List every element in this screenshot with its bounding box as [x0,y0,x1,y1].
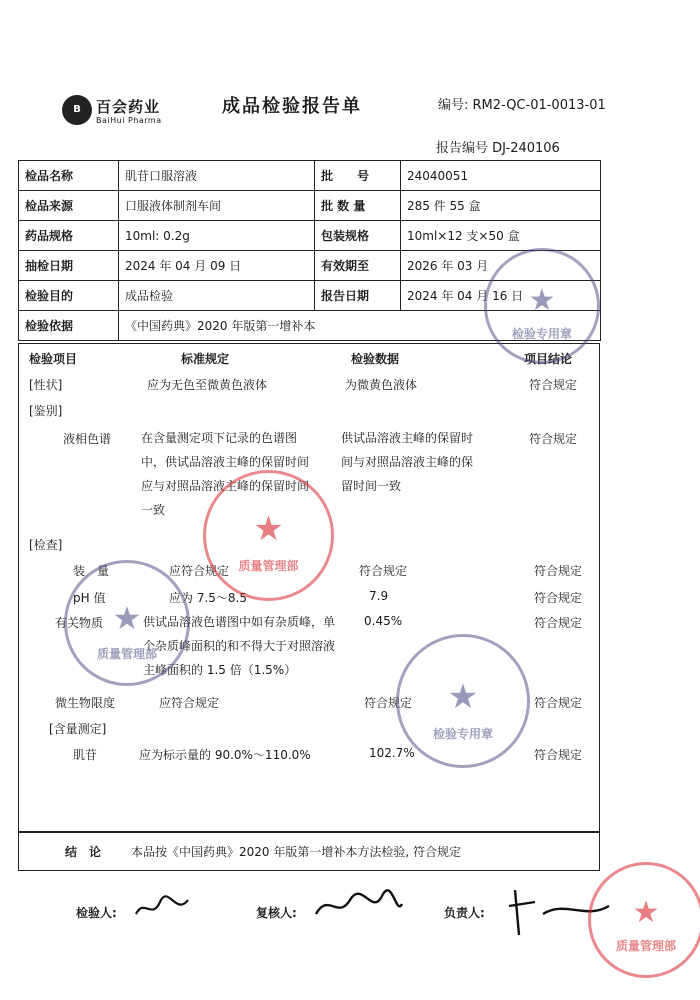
company-name-cn: 百会药业 [96,98,161,116]
hplc-data: 供试品溶液主峰的保留时间与对照品溶液主峰的保留时间一致 [341,431,474,493]
ph-standard: 应为 7.5～8.5 [169,591,247,605]
assay-data: 102.7% [369,746,415,760]
quantity-value: 285 件 55 盒 [401,191,601,221]
section-identification: [鉴别] [29,404,63,418]
ph-result: 符合规定 [534,591,583,605]
fill-standard: 应符合规定 [169,564,230,578]
spec-value: 10ml: 0.2g [119,221,315,251]
report-date-label: 报告日期 [315,281,401,311]
assay-standard: 应为标示量的 90.0%～110.0% [139,748,311,762]
ph-data: 7.9 [369,589,389,603]
product-name-value: 肌苷口服溶液 [119,161,315,191]
spec-label: 药品规格 [19,221,119,251]
red-corner-stamp-label: 质量管理部 [615,939,676,953]
appearance-data: 为微黄色液体 [345,378,418,392]
batch-value: 24040051 [401,161,601,191]
section-check: [检查] [29,538,63,552]
red-quality-stamp [203,470,334,601]
basis-label: 检验依据 [19,311,119,341]
appearance-standard: 应为无色至微黄色液体 [147,378,268,392]
col-header-data: 检验数据 [351,352,400,366]
quantity-label: 批 数 量 [315,191,401,221]
stamp-star-icon: ★ [528,283,556,318]
source-label: 检品来源 [19,191,119,221]
company-name-en: BaiHui Pharma [96,116,162,125]
stamp-star-icon: ★ [447,677,479,717]
company-logo-icon: B [62,95,92,125]
impurity-standard: 供试品溶液色谱图中如有杂质峰，单个杂质峰面积的和不得大于对照溶液主峰面积的 1.5 倍（1.5%） [143,615,336,677]
expiry-value: 2026 年 03 月 [401,251,601,281]
conclusion-box [18,831,600,871]
document-number: 编号: RM2-QC-01-0013-01 [438,98,606,113]
inspection-seal-label-2: 检验专用章 [432,727,493,741]
inspector-signature [132,890,192,933]
pack-value: 10ml×12 支×50 盒 [401,221,601,251]
assay-result: 符合规定 [534,748,583,762]
purpose-label: 检验目的 [19,281,119,311]
red-corner-stamp [588,862,700,978]
microbial-data: 符合规定 [364,696,413,710]
microbial-standard: 应符合规定 [159,696,220,710]
sample-date-label: 抽检日期 [19,251,119,281]
col-header-conclusion: 项目结论 [524,352,573,366]
sample-date-value: 2024 年 04 月 09 日 [119,251,315,281]
conclusion-text: 本品按《中国药典》2020 年版第一增补本方法检验, 符合规定 [131,845,461,859]
table-row [19,161,601,191]
hplc-result: 符合规定 [529,432,578,446]
fill-result: 符合规定 [534,564,583,578]
microbial-item: 微生物限度 [55,696,116,710]
manager-label: 负责人: [444,906,485,920]
blue-stamp-label: 质量管理部 [96,647,157,661]
ph-item: pH 值 [73,591,106,605]
col-header-standard: 标准规定 [181,352,230,366]
pack-label: 包装规格 [315,221,401,251]
basis-value: 《中国药典》2020 年版第一增补本 [119,311,601,341]
inspector-label: 检验人: [76,906,117,920]
source-value: 口服液体制剂车间 [119,191,315,221]
batch-label: 批 号 [315,161,401,191]
section-assay: [含量测定] [49,722,107,736]
stamp-star-icon: ★ [112,599,142,637]
table-row [19,191,601,221]
purpose-value: 成品检验 [119,281,315,311]
conclusion-label: 结 论 [65,845,102,859]
table-row [19,221,601,251]
stamp-star-icon: ★ [253,509,284,549]
assay-item: 肌苷 [73,748,98,762]
stamp-star-icon: ★ [632,895,660,930]
report-date-value: 2024 年 04 月 16 日 [401,281,601,311]
appearance-result: 符合规定 [529,378,578,392]
hplc-standard: 在含量测定项下记录的色谱图中，供试品溶液主峰的保留时间应与对照品溶液主峰的保留时间一致 [141,431,310,517]
product-name-label: 检品名称 [19,161,119,191]
document-title: 成品检验报告单 [222,96,362,117]
blue-quality-stamp [64,560,190,686]
impurity-item: 有关物质 [55,616,104,630]
inspection-seal-stamp [484,248,600,364]
fill-data: 符合规定 [359,564,408,578]
hplc-item: 液相色谱 [63,432,112,446]
red-stamp-label: 质量管理部 [238,559,299,573]
reviewer-label: 复核人: [256,906,297,920]
col-header-item: 检验项目 [29,352,78,366]
section-appearance: [性状] [29,378,63,392]
fill-item: 装 量 [73,564,110,578]
inspection-seal-stamp-2 [396,634,530,768]
reviewer-signature [312,886,404,933]
inspection-seal-label: 检验专用章 [511,327,572,341]
report-number: 报告编号 DJ-240106 [436,141,560,156]
microbial-result: 符合规定 [534,696,583,710]
impurity-data: 0.45% [364,614,403,628]
expiry-label: 有效期至 [315,251,401,281]
impurity-result: 符合规定 [534,616,583,630]
